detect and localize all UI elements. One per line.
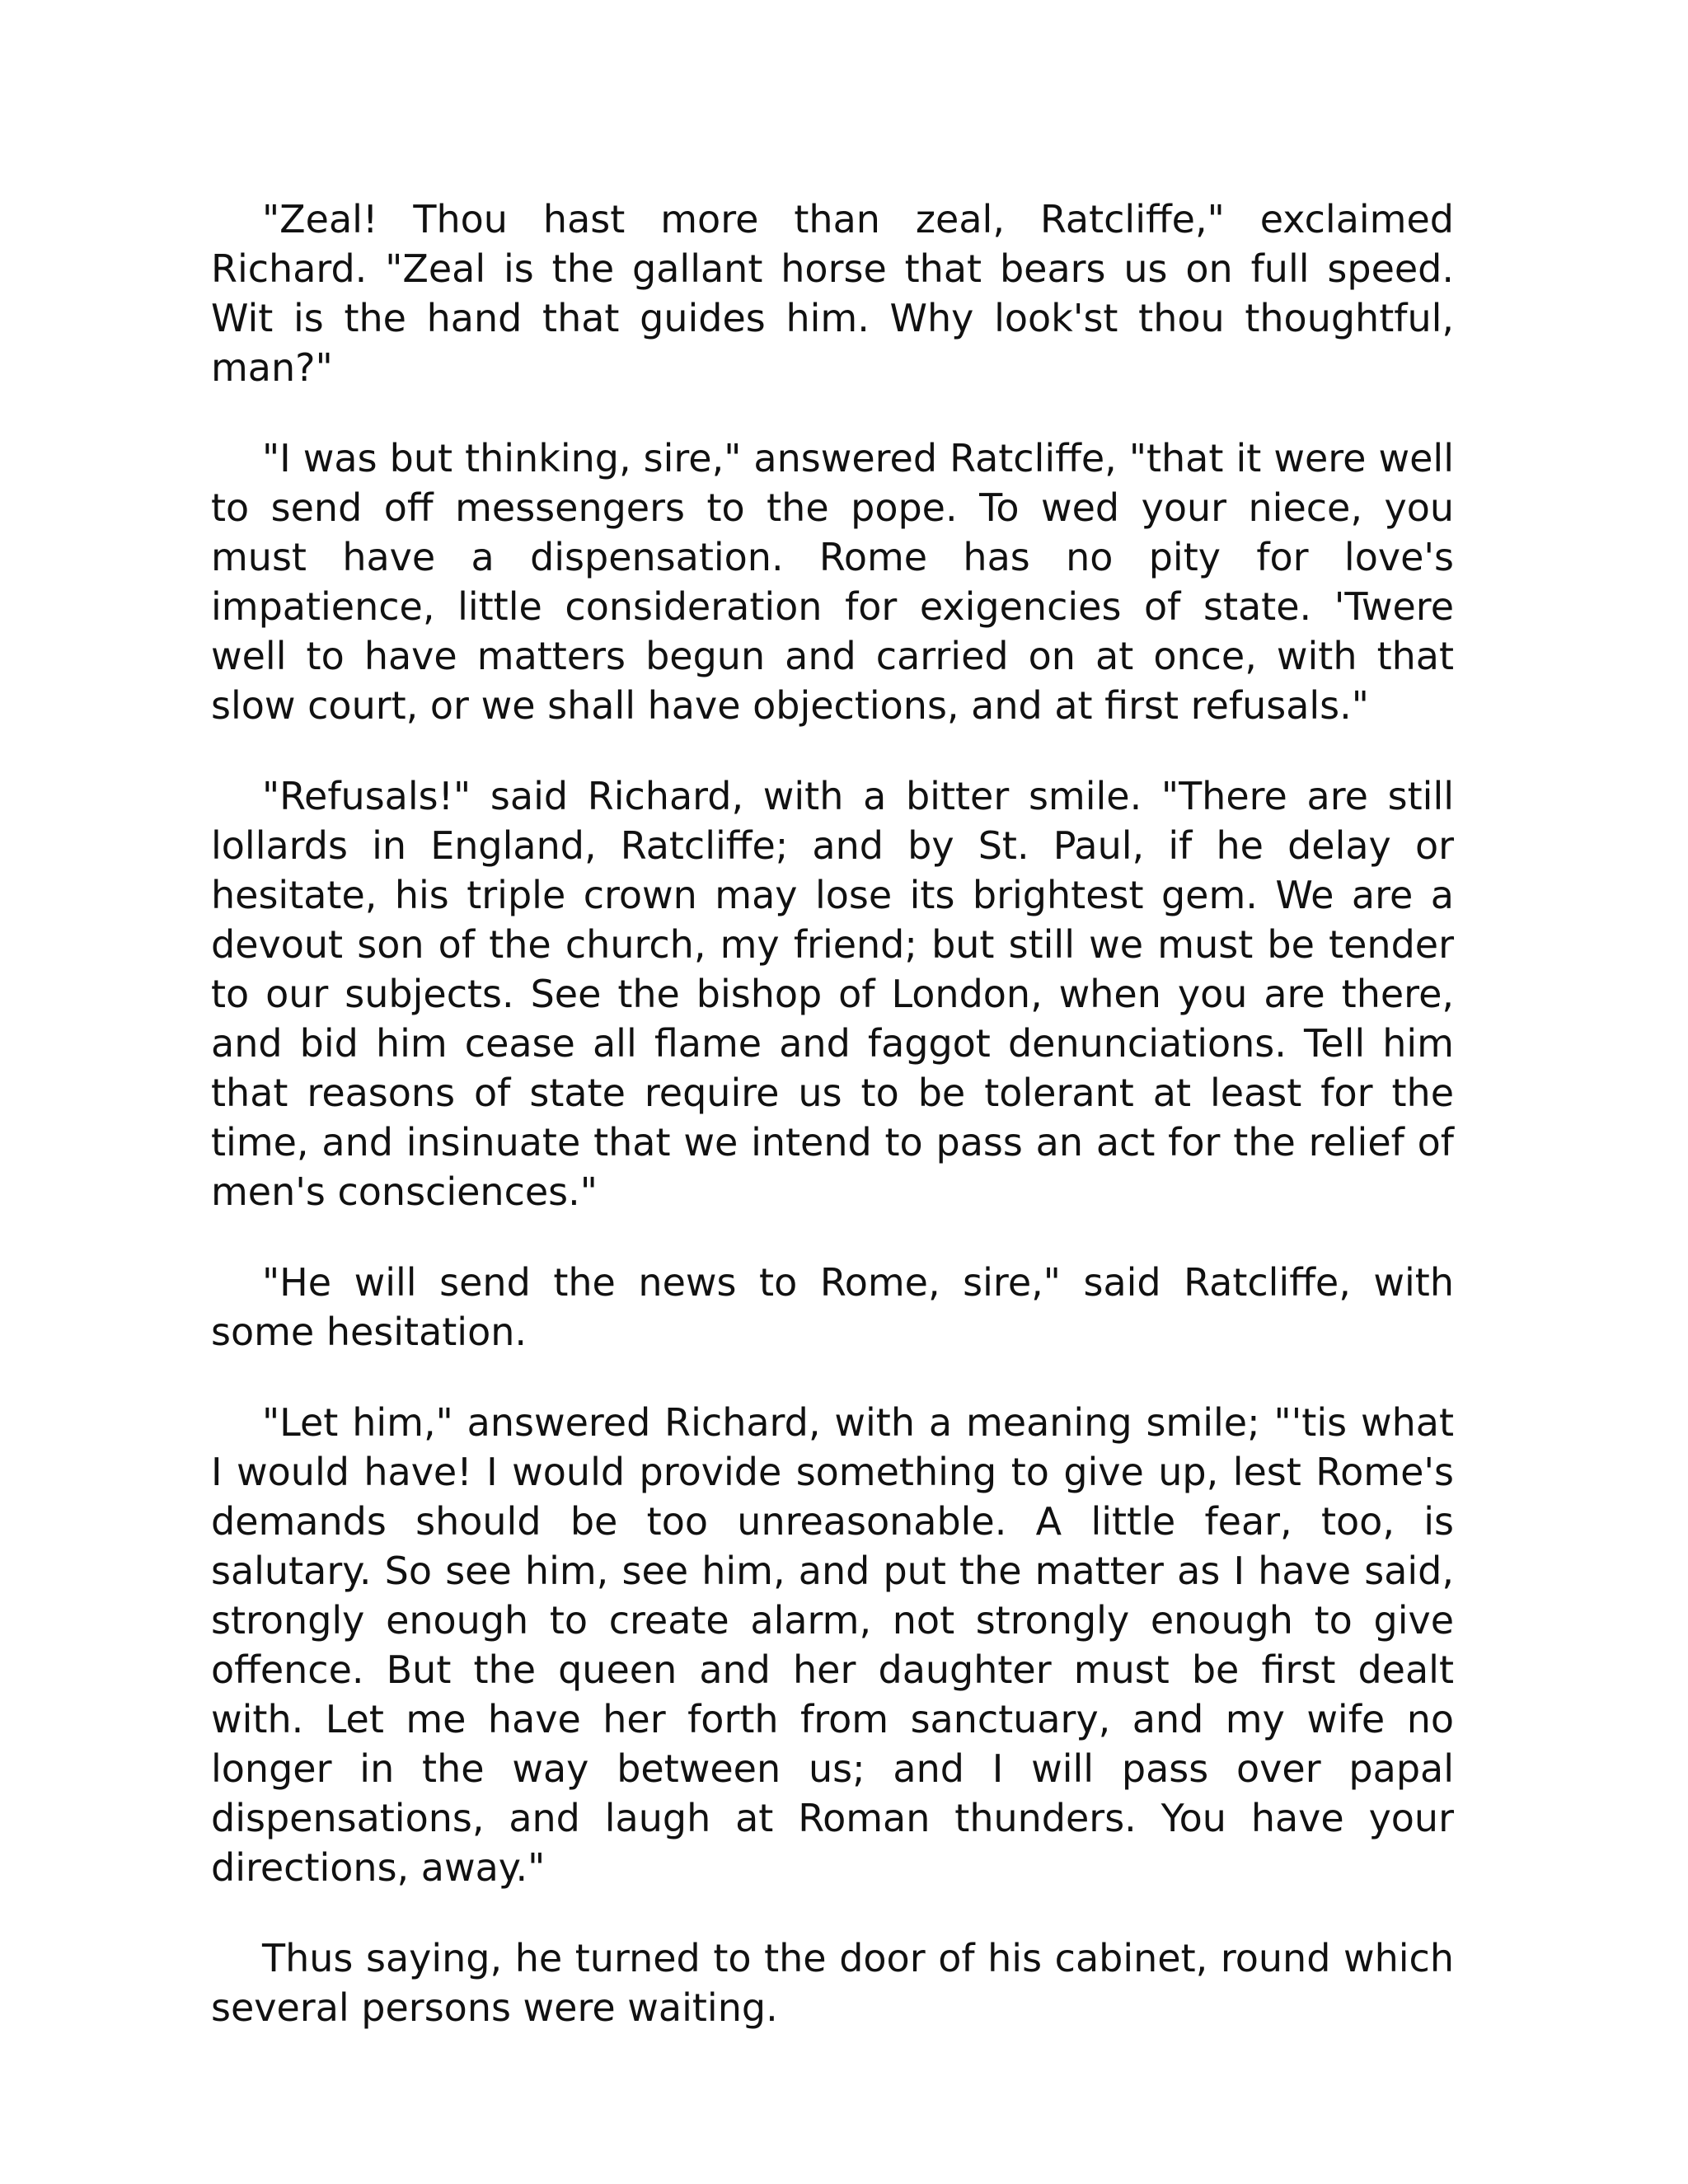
paragraph-5: "Let him," answered Richard, with a meaning smile; "'tis what I would have! I would provide something to give up, lest Rome's demands should be too unreasonable. A little fear, too, is salutary. So see him, see him, and put the matter as I have said, strongly enough to create alarm, not strongly enough to give offence. But the queen and her daughter must be first dealt with. Let me have her forth from sanctuary, and my wife no longer in the way between us; and I will pass over papal dispensations, and laugh at Roman thunders. You have your directions, away." [211, 1400, 1454, 1890]
paragraph-3: "Refusals!" said Richard, with a bitter smile. "There are still lollards in England, Ratcliffe; and by St. Paul, if he delay or hesitate, his triple crown may lose its brightest gem. We are a devout son of the church, my friend; but still we must be tender to our subjects. See the bishop of London, when you are there, and bid him cease all flame and faggot denunciations. Tell him that reasons of state require us to be tolerant at least for the time, and insinuate that we intend to pass an act for the relief of men's consciences." [211, 774, 1454, 1214]
paragraph-4: "He will send the news to Rome, sire," said Ratcliffe, with some hesitation. [211, 1260, 1454, 1354]
document-page [211, 194, 1454, 2032]
paragraph-2: "I was but thinking, sire," answered Ratcliffe, "that it were well to send off messengers to the pope. To wed your niece, you must have a dispensation. Rome has no pity for love's impatience, little consideration for exigencies of state. 'Twere well to have matters begun and carried on at once, with that slow court, or we shall have objections, and at first refusals." [211, 436, 1454, 728]
paragraph-6: Thus saying, he turned to the door of his cabinet, round which several persons were waiting. [211, 1936, 1454, 2030]
paragraph-1: "Zeal! Thou hast more than zeal, Ratcliffe," exclaimed Richard. "Zeal is the gallant horse that bears us on full speed. Wit is the hand that guides him. Why look'st thou thoughtful, man?" [211, 197, 1454, 390]
